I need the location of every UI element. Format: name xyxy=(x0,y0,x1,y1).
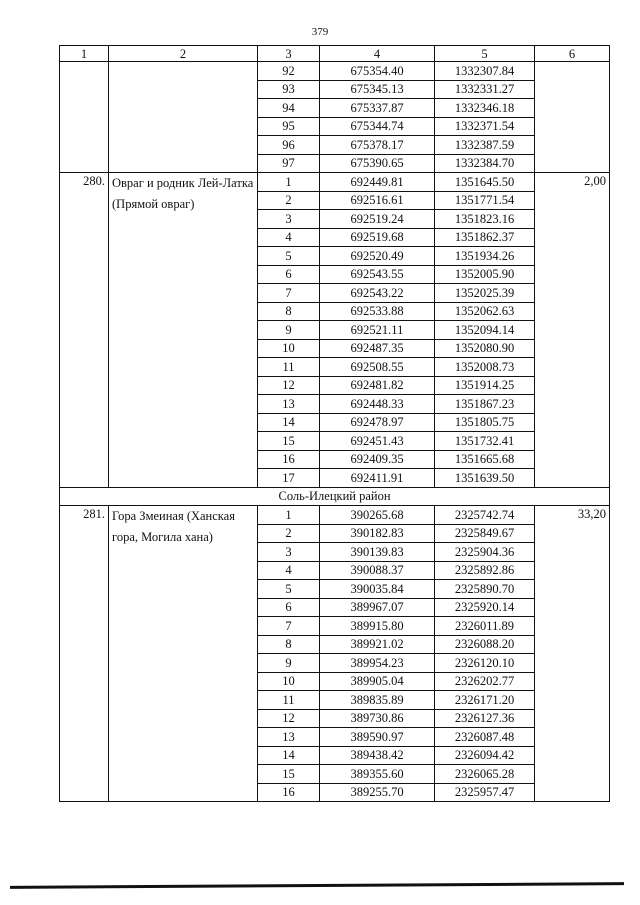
coord-x: 389905.04 xyxy=(320,672,435,691)
coord-y: 2325920.14 xyxy=(435,598,535,617)
point-number: 17 xyxy=(258,469,320,488)
coord-y: 2326171.20 xyxy=(435,691,535,710)
coord-y: 1351805.75 xyxy=(435,413,535,432)
coord-x: 675345.13 xyxy=(320,80,435,99)
page-number: 379 xyxy=(311,26,329,38)
point-number: 6 xyxy=(258,598,320,617)
coord-y: 2325957.47 xyxy=(435,783,535,802)
coord-x: 692508.55 xyxy=(320,358,435,377)
coord-y: 2326094.42 xyxy=(435,746,535,765)
table-row xyxy=(60,173,610,192)
point-number: 9 xyxy=(258,654,320,673)
header-row xyxy=(60,46,610,62)
coord-y: 1351867.23 xyxy=(435,395,535,414)
section-row xyxy=(60,487,610,506)
table-body xyxy=(60,62,610,802)
header-col-3: 3 xyxy=(258,46,320,62)
point-number: 5 xyxy=(258,580,320,599)
coord-y: 1351914.25 xyxy=(435,376,535,395)
coord-x: 675337.87 xyxy=(320,99,435,118)
coord-x: 390182.83 xyxy=(320,524,435,543)
bottom-rule xyxy=(10,882,624,889)
point-number: 15 xyxy=(258,432,320,451)
coord-y: 1351771.54 xyxy=(435,191,535,210)
coord-x: 390139.83 xyxy=(320,543,435,562)
coord-x: 675344.74 xyxy=(320,117,435,136)
point-number: 8 xyxy=(258,302,320,321)
coord-x: 692449.81 xyxy=(320,173,435,192)
point-number: 6 xyxy=(258,265,320,284)
header-col-2: 2 xyxy=(109,46,258,62)
coord-x: 389730.86 xyxy=(320,709,435,728)
coord-y: 2325892.86 xyxy=(435,561,535,580)
coord-x: 389915.80 xyxy=(320,617,435,636)
coord-x: 692533.88 xyxy=(320,302,435,321)
coord-y: 1332384.70 xyxy=(435,154,535,173)
coord-x: 692451.43 xyxy=(320,432,435,451)
object-number xyxy=(60,62,109,173)
coord-x: 692409.35 xyxy=(320,450,435,469)
point-number: 92 xyxy=(258,62,320,81)
point-number: 7 xyxy=(258,617,320,636)
coord-x: 692448.33 xyxy=(320,395,435,414)
point-number: 3 xyxy=(258,210,320,229)
object-name: Гора Змеиная (Ханская гора, Могила хана) xyxy=(109,506,258,802)
point-number: 16 xyxy=(258,783,320,802)
coord-y: 2325904.36 xyxy=(435,543,535,562)
point-number: 1 xyxy=(258,173,320,192)
coord-x: 675354.40 xyxy=(320,62,435,81)
coord-x: 692487.35 xyxy=(320,339,435,358)
coord-y: 1351639.50 xyxy=(435,469,535,488)
coord-y: 1351934.26 xyxy=(435,247,535,266)
coord-y: 2325849.67 xyxy=(435,524,535,543)
coord-x: 389954.23 xyxy=(320,654,435,673)
coord-x: 692478.97 xyxy=(320,413,435,432)
table-header xyxy=(60,46,610,62)
section-title: Соль-Илецкий район xyxy=(60,487,610,506)
object-area: 33,20 xyxy=(535,506,610,802)
point-number: 5 xyxy=(258,247,320,266)
coord-y: 1352025.39 xyxy=(435,284,535,303)
coord-x: 692543.55 xyxy=(320,265,435,284)
coord-y: 1352005.90 xyxy=(435,265,535,284)
point-number: 3 xyxy=(258,543,320,562)
point-number: 12 xyxy=(258,376,320,395)
point-number: 11 xyxy=(258,691,320,710)
header-col-6: 6 xyxy=(535,46,610,62)
object-name xyxy=(109,62,258,173)
point-number: 14 xyxy=(258,746,320,765)
object-area: 2,00 xyxy=(535,173,610,488)
coord-y: 1351732.41 xyxy=(435,432,535,451)
point-number: 16 xyxy=(258,450,320,469)
point-number: 15 xyxy=(258,765,320,784)
coord-x: 389590.97 xyxy=(320,728,435,747)
header-col-4: 4 xyxy=(320,46,435,62)
coord-x: 692520.49 xyxy=(320,247,435,266)
point-number: 9 xyxy=(258,321,320,340)
coord-x: 692543.22 xyxy=(320,284,435,303)
point-number: 93 xyxy=(258,80,320,99)
point-number: 2 xyxy=(258,524,320,543)
point-number: 8 xyxy=(258,635,320,654)
point-number: 4 xyxy=(258,561,320,580)
coord-x: 389255.70 xyxy=(320,783,435,802)
coord-x: 389355.60 xyxy=(320,765,435,784)
coord-x: 692481.82 xyxy=(320,376,435,395)
coord-y: 1351862.37 xyxy=(435,228,535,247)
point-number: 10 xyxy=(258,339,320,358)
coord-x: 389438.42 xyxy=(320,746,435,765)
coord-y: 1352080.90 xyxy=(435,339,535,358)
header-col-5: 5 xyxy=(435,46,535,62)
coord-y: 2325742.74 xyxy=(435,506,535,525)
object-area xyxy=(535,62,610,173)
point-number: 12 xyxy=(258,709,320,728)
point-number: 4 xyxy=(258,228,320,247)
point-number: 10 xyxy=(258,672,320,691)
coord-x: 692521.11 xyxy=(320,321,435,340)
point-number: 14 xyxy=(258,413,320,432)
point-number: 96 xyxy=(258,136,320,155)
point-number: 95 xyxy=(258,117,320,136)
coord-x: 675390.65 xyxy=(320,154,435,173)
coord-x: 390088.37 xyxy=(320,561,435,580)
coord-x: 389921.02 xyxy=(320,635,435,654)
point-number: 7 xyxy=(258,284,320,303)
coordinates-table xyxy=(59,45,610,802)
coord-y: 1332307.84 xyxy=(435,62,535,81)
coord-x: 692519.24 xyxy=(320,210,435,229)
coord-x: 389835.89 xyxy=(320,691,435,710)
coord-y: 2326088.20 xyxy=(435,635,535,654)
point-number: 13 xyxy=(258,728,320,747)
coord-y: 1352008.73 xyxy=(435,358,535,377)
coord-y: 1351823.16 xyxy=(435,210,535,229)
coord-y: 2326127.36 xyxy=(435,709,535,728)
point-number: 1 xyxy=(258,506,320,525)
coord-x: 692411.91 xyxy=(320,469,435,488)
coord-x: 675378.17 xyxy=(320,136,435,155)
header-col-1: 1 xyxy=(60,46,109,62)
coord-x: 692519.68 xyxy=(320,228,435,247)
table-row xyxy=(60,62,610,81)
object-number: 280. xyxy=(60,173,109,488)
point-number: 94 xyxy=(258,99,320,118)
coord-x: 390265.68 xyxy=(320,506,435,525)
coord-y: 1352062.63 xyxy=(435,302,535,321)
coord-x: 692516.61 xyxy=(320,191,435,210)
coord-y: 1332346.18 xyxy=(435,99,535,118)
coord-y: 2326202.77 xyxy=(435,672,535,691)
coord-y: 2326011.89 xyxy=(435,617,535,636)
coord-y: 1332387.59 xyxy=(435,136,535,155)
point-number: 13 xyxy=(258,395,320,414)
object-number: 281. xyxy=(60,506,109,802)
point-number: 97 xyxy=(258,154,320,173)
coord-x: 390035.84 xyxy=(320,580,435,599)
table-row xyxy=(60,506,610,525)
coord-y: 1351665.68 xyxy=(435,450,535,469)
coord-y: 1332371.54 xyxy=(435,117,535,136)
point-number: 2 xyxy=(258,191,320,210)
coord-y: 2326120.10 xyxy=(435,654,535,673)
object-name: Овраг и родник Лей-Латка (Прямой овраг) xyxy=(109,173,258,488)
coord-y: 2325890.70 xyxy=(435,580,535,599)
coord-y: 1352094.14 xyxy=(435,321,535,340)
coord-y: 2326065.28 xyxy=(435,765,535,784)
coord-x: 389967.07 xyxy=(320,598,435,617)
coord-y: 1332331.27 xyxy=(435,80,535,99)
point-number: 11 xyxy=(258,358,320,377)
coord-y: 2326087.48 xyxy=(435,728,535,747)
coord-y: 1351645.50 xyxy=(435,173,535,192)
